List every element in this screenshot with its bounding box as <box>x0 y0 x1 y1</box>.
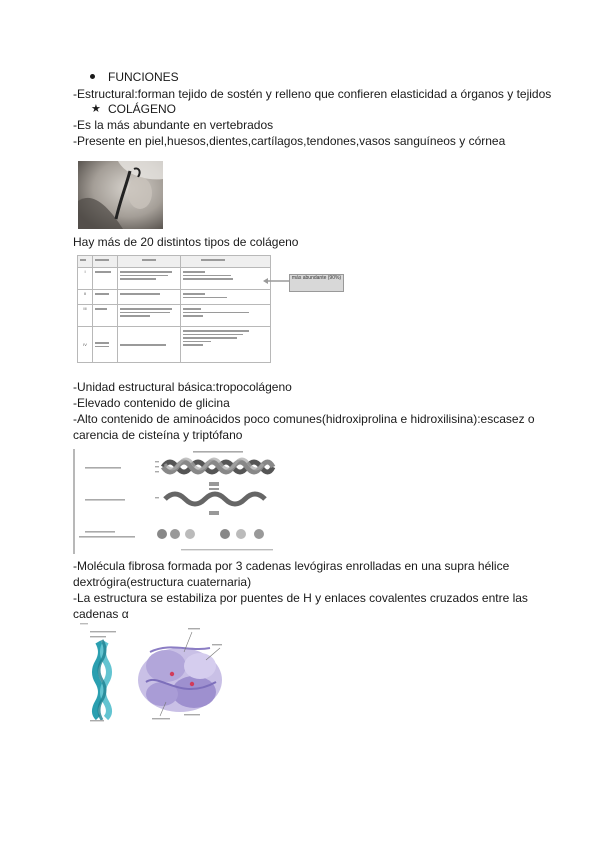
table-cell-tipo: I <box>78 268 93 290</box>
table-row <box>78 327 271 363</box>
tendon-photo-graphic <box>78 161 163 229</box>
bullet-icon <box>90 74 95 79</box>
body-line-2: -Elevado contenido de glicina <box>73 396 230 410</box>
star-icon: ★ <box>91 103 101 115</box>
table-cell <box>118 305 181 327</box>
body-line-4: carencia de cisteína y triptófano <box>73 428 243 442</box>
table-cell-tipo: III <box>78 305 93 327</box>
table-cell <box>118 268 181 290</box>
table-cell-tipo: IV <box>78 327 93 363</box>
table-row <box>78 290 271 305</box>
table-cell <box>93 305 118 327</box>
table-cell <box>181 290 271 305</box>
body-line-8: cadenas α <box>73 607 129 621</box>
table-cell <box>93 268 118 290</box>
tendon-photo <box>78 161 163 229</box>
table-cell <box>93 290 118 305</box>
callout-text: más abundante (90%) <box>291 275 342 281</box>
table-header-cell <box>78 256 93 268</box>
tipos-text: Hay más de 20 distintos tipos de colágeno <box>73 235 299 249</box>
body-line-3: -Alto contenido de aminoácidos poco comunes(hidroxiprolina e hidroxilisina):escasez o <box>73 412 535 426</box>
funciones-estructural: -Estructural:forman tejido de sostén y relleno que confieren elasticidad a órganos y tejidos <box>73 87 552 101</box>
table-cell <box>181 327 271 363</box>
body-line-7: -La estructura se estabiliza por puentes de H y enlaces covalentes cruzados entre las <box>73 591 528 605</box>
colageno-line-2: -Presente en piel,huesos,dientes,cartílagos,tendones,vasos sanguíneos y córnea <box>73 134 506 148</box>
collagen-molecule-figure <box>80 622 240 724</box>
colageno-line-1: -Es la más abundante en vertebrados <box>73 118 274 132</box>
table-cell <box>181 305 271 327</box>
table-row <box>78 268 271 290</box>
table-header-cell <box>181 256 271 268</box>
table-header-cell <box>118 256 181 268</box>
table-row <box>78 305 271 327</box>
colageno-heading: COLÁGENO <box>108 102 177 116</box>
callout-box <box>289 274 344 292</box>
body-line-6: dextrógira(estructura cuaternaria) <box>73 575 252 589</box>
table-cell <box>93 327 118 363</box>
table-cell <box>181 268 271 290</box>
collagen-types-table <box>77 255 271 363</box>
table-header-row <box>78 256 271 268</box>
callout-arrow-icon <box>262 276 292 286</box>
table-cell-tipo: II <box>78 290 93 305</box>
funciones-heading: FUNCIONES <box>108 70 179 84</box>
body-line-1: -Unidad estructural básica:tropocolágeno <box>73 380 292 394</box>
collagen-structure-figure <box>73 447 278 555</box>
table-cell <box>118 290 181 305</box>
body-line-5: -Molécula fibrosa formada por 3 cadenas levógiras enrolladas en una supra hélice <box>73 559 510 573</box>
table-header-cell <box>93 256 118 268</box>
table-cell <box>118 327 181 363</box>
